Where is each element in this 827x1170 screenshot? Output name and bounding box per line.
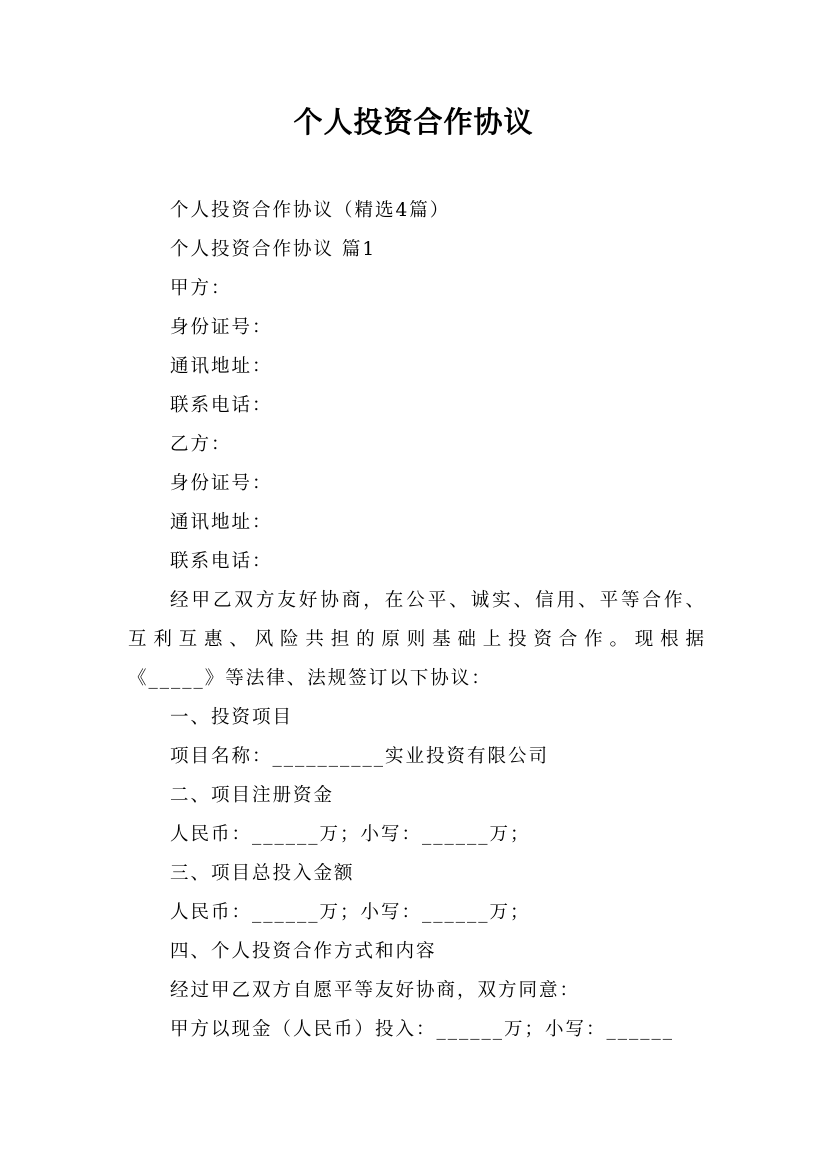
party-a-label: 甲方： xyxy=(170,278,232,299)
party-a-phone-label: 联系电话： xyxy=(170,395,273,416)
party-b-phone-label: 联系电话： xyxy=(170,551,273,572)
subtitle-line: 个人投资合作协议（精选4篇） xyxy=(170,200,451,221)
section-heading: 个人投资合作协议 篇1 xyxy=(170,239,377,260)
clause-line: 人民币：______万；小写：______万； xyxy=(170,824,531,845)
party-b-label: 乙方： xyxy=(170,434,232,455)
party-b-address-label: 通讯地址： xyxy=(170,512,273,533)
clause-line: 经过甲乙双方自愿平等友好协商，双方同意： xyxy=(170,980,581,1001)
clause-line: 项目名称：__________实业投资有限公司 xyxy=(170,746,550,767)
document-body xyxy=(128,191,706,1049)
clause-heading: 四、个人投资合作方式和内容 xyxy=(170,941,437,962)
paragraph-line: 互利互惠、风险共担的原则基础上投资合作。现根据 xyxy=(128,629,706,650)
clause-line: 甲方以现金（人民币）投入：______万；小写：______ xyxy=(170,1019,675,1040)
clause-heading: 二、项目注册资金 xyxy=(170,785,335,806)
party-a-id-label: 身份证号： xyxy=(170,317,273,338)
party-b-id-label: 身份证号： xyxy=(170,473,273,494)
document-title: 个人投资合作协议 xyxy=(293,105,534,139)
party-a-address-label: 通讯地址： xyxy=(170,356,273,377)
clause-line: 人民币：______万；小写：______万； xyxy=(170,902,531,923)
paragraph-line: 《_____》等法律、法规签订以下协议： xyxy=(128,668,492,689)
paragraph-line: 经甲乙双方友好协商，在公平、诚实、信用、平等合作、 xyxy=(170,590,706,611)
clause-heading: 三、项目总投入金额 xyxy=(170,863,355,884)
clause-heading: 一、投资项目 xyxy=(170,707,294,728)
